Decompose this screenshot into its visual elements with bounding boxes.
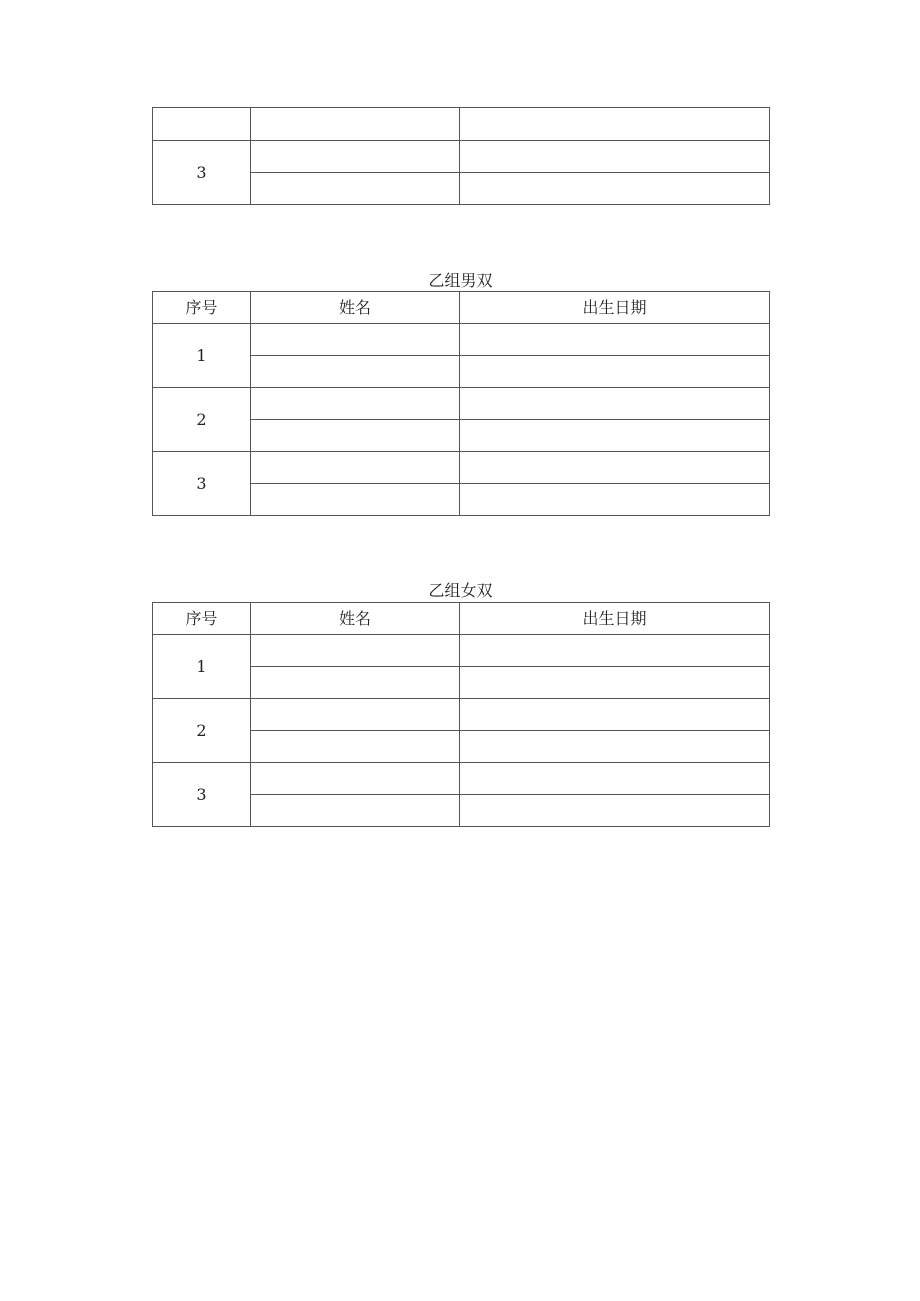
name-cell[interactable]	[251, 388, 460, 420]
birth-cell[interactable]	[460, 731, 770, 763]
birth-cell[interactable]	[460, 173, 770, 205]
birth-cell[interactable]	[460, 635, 770, 667]
seq-cell: 3	[153, 141, 251, 205]
seq-cell	[153, 108, 251, 141]
seq-cell: 1	[153, 324, 251, 388]
name-cell[interactable]	[251, 731, 460, 763]
birth-cell[interactable]	[460, 141, 770, 173]
seq-cell: 2	[153, 699, 251, 763]
table-row	[153, 452, 770, 484]
name-cell[interactable]	[251, 699, 460, 731]
name-cell[interactable]	[251, 484, 460, 516]
table-row	[153, 763, 770, 795]
birth-cell[interactable]	[460, 356, 770, 388]
table-row	[153, 108, 770, 141]
girls-doubles-table	[152, 602, 770, 827]
continued-table	[152, 107, 770, 205]
boys-doubles-table	[152, 291, 770, 516]
birth-cell[interactable]	[460, 795, 770, 827]
section-title-girls-doubles: 乙组女双	[428, 581, 493, 600]
birth-cell[interactable]	[460, 108, 770, 141]
table-row	[153, 388, 770, 420]
name-cell[interactable]	[251, 635, 460, 667]
birth-cell[interactable]	[460, 667, 770, 699]
table-row	[153, 699, 770, 731]
birth-cell[interactable]	[460, 388, 770, 420]
header-seq: 序号	[153, 292, 251, 324]
birth-cell[interactable]	[460, 699, 770, 731]
table-row	[153, 635, 770, 667]
name-cell[interactable]	[251, 763, 460, 795]
name-cell[interactable]	[251, 667, 460, 699]
seq-cell: 3	[153, 763, 251, 827]
header-row	[153, 292, 770, 324]
name-cell[interactable]	[251, 173, 460, 205]
seq-cell: 2	[153, 388, 251, 452]
section-title-boys-doubles: 乙组男双	[428, 271, 493, 290]
name-cell[interactable]	[251, 356, 460, 388]
birth-cell[interactable]	[460, 452, 770, 484]
name-cell[interactable]	[251, 795, 460, 827]
header-birth: 出生日期	[460, 292, 770, 324]
name-cell[interactable]	[251, 420, 460, 452]
table-row	[153, 324, 770, 356]
birth-cell[interactable]	[460, 763, 770, 795]
seq-cell: 1	[153, 635, 251, 699]
header-name: 姓名	[251, 292, 460, 324]
birth-cell[interactable]	[460, 484, 770, 516]
header-name: 姓名	[251, 603, 460, 635]
birth-cell[interactable]	[460, 324, 770, 356]
header-row	[153, 603, 770, 635]
name-cell[interactable]	[251, 141, 460, 173]
table-row	[153, 141, 770, 173]
birth-cell[interactable]	[460, 420, 770, 452]
header-seq: 序号	[153, 603, 251, 635]
name-cell[interactable]	[251, 324, 460, 356]
header-birth: 出生日期	[460, 603, 770, 635]
name-cell[interactable]	[251, 452, 460, 484]
name-cell[interactable]	[251, 108, 460, 141]
seq-cell: 3	[153, 452, 251, 516]
